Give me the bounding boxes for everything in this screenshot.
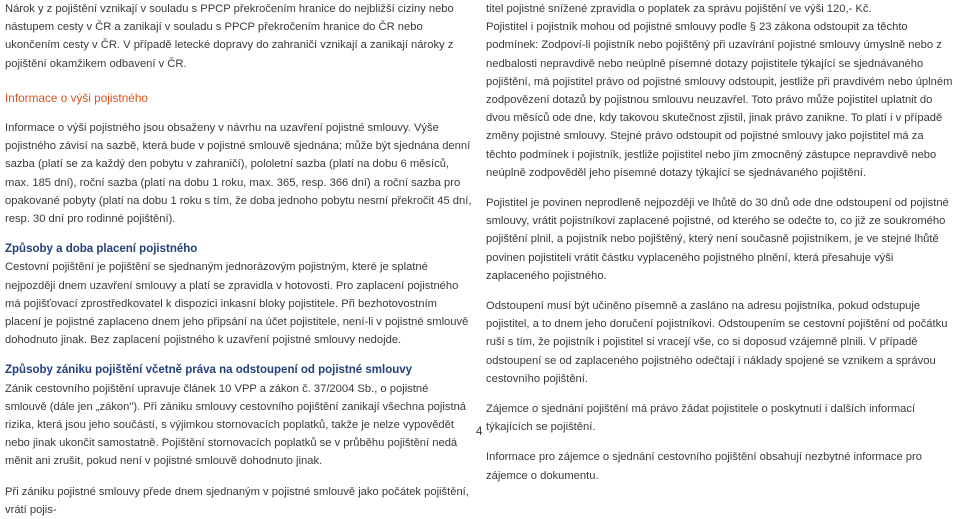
intro-paragraph: Nárok y z pojištění vznikají v souladu s PPCP překročením hranice do nejbližší ciziny nebo nástupem cesty v ČR a zanikají v souladu s PPCP překročením hranice do ČR nebo ukončením cesty v ČR. V případě letecké dopravy do zahraničí vznikají a zanikají nároky z pojištění okamžikem odbavení v ČR.: [5, 3, 454, 70]
heading-premium-amount: Informace o výši pojistného: [5, 90, 148, 105]
right-column: [486, 0, 954, 485]
subject-paragraph: Zájemce o sjednání pojištění má právo žádat pojistitele o poskytnutí i dalších informací týkajících se pojištění.: [486, 403, 916, 434]
notice-paragraph: Odstoupení musí být učiněno písemně a zasláno na adresu pojistníka, pokud odstupuje pojistitel, a to dnem jeho doručení pojistníkovi. Odstoupením se cestovní pojištění od počátku ruší s tím, že pojistník i pojistitel si vracejí vše, co si doposud vzájemně plnili. V případě odstoupení se od zaplaceného pojistného odečtají i náklady spojené se vznikem a správou cestovního pojištění.: [486, 300, 948, 385]
termination-paragraph: Zánik cestovního pojištění upravuje článek 10 VPP a zákon č. 37/2004 Sb., o pojistné smlouvě (dále jen „zákon"). Při zániku smlouvy cestovního pojištění zanikají všechna pojistná rizika, která jsou jeho součástí, s výjimkou stornovacích poplatků, takže je nelze vypovědět nebo jinak ukončit samostatně. Pojištění stornovacích poplatků se v průběhu pojištění nedá měnit ani zrušit, pokud není v pojistné smlouvě dohodnuto jinak.: [5, 382, 467, 468]
withdrawal-paragraph: Pojistitel i pojistník mohou od pojistné smlouvy podle § 23 zákona odstoupit za těchto podmínek: Zodpoví-li pojistník nebo pojištěný při uzavírání pojistné smlouvy úmyslně nebo z nedbalosti nepravdivě nebo neúplně písemné dotazy pojistitele týkající se sjednávaného pojištění, má pojistitel právo od pojistné smlouvy odstoupit, jestliže při pravdivém nebo úplném zodpovězení dotazů by pojistnou smlouvu neuzavřel. Toto právo může pojistitel uplatnit do dvou měsíců ode dne, kdy takovou skutečnost zjistil, jinak právo zanikne. To platí i v případě změny pojistné smlouvy. Stejné právo odstoupit od pojistné smlouvy jako pojistitel má za těchto podmínek i pojistník, jestliže pojistitel nebo jím zmocněný zástupce nepravdivě nebo neúplně zodpověděl jeho písemné dotazy týkající se sjednávaného pojištění.: [486, 21, 953, 179]
left-column: [5, 0, 473, 519]
last-paragraph: Při zániku pojistné smlouvy přede dnem sjednaným v pojistné smlouvě jako počátek pojištění, vrátí pojis-: [5, 485, 469, 516]
heading-termination: Způsoby zániku pojištění včetně práva na odstoupení od pojistné smlouvy: [5, 364, 413, 377]
info-paragraph: Informace pro zájemce o sjednání cestovního pojištění obsahují nezbytné informace pro zájemce o dokumentu.: [486, 451, 922, 482]
premium-amount-paragraph: Informace o výši pojistného jsou obsaženy v návrhu na uzavření pojistné smlouvy. Výše pojistného závisí na sazbě, která bude v pojistné smlouvě sjednána; může být sjednána denní sazba (platí se za každý den pobytu v zahraničí), pololetní sazba (platí na dobu 6 měsíců, max. 185 dní), roční sazba (platí na dobu 1 roku, max. 365, resp. 366 dní) a roční sazba pro opakované pobyty (platí na dobu 1 roku s tím, že doba jednoho pobytu nesmí překročit 45 dní, resp. 30 dní pro rodinné pojištění).: [5, 122, 472, 226]
continuation-paragraph: titel pojistné snížené zpravidla o poplatek za správu pojištění ve výši 120,- Kč.: [486, 3, 872, 15]
heading-payment-method: Způsoby a doba placení pojistného: [5, 243, 198, 256]
payment-paragraph: Cestovní pojištění je pojištění se sjednaným jednorázovým pojistným, které je splatné nejpozději dnem uzavření smlouvy a platí se zpravidla v hotovosti. Pro zaplacení pojistného má pojišťovací zprostředkovatel k dispozici inkasní bloky pojistitele. Při bezhotovostním placení je pojistné zaplaceno dnem jeho připsání na účet pojistitele, není-li v pojistné smlouvě dohodnuto jinak. Bez zaplacení pojistného k uzavření pojistné smlouvy nedojde.: [5, 261, 469, 347]
page-number: 4: [476, 426, 483, 438]
refund-paragraph: Pojistitel je povinen neprodleně nejpozději ve lhůtě do 30 dnů ode dne odstoupení od pojistné smlouvy, vrátit pojistníkovi zaplacené pojistné, od kterého se odečte to, co již ze soukromého pojištění plnil, a pojistník nebo pojištěný, který není současně pojistníkem, je ve stejné lhůtě povinen pojistiteli vrátit částku vyplaceného pojistného plnění, která přesahuje výši zaplaceného pojistného.: [486, 197, 949, 282]
